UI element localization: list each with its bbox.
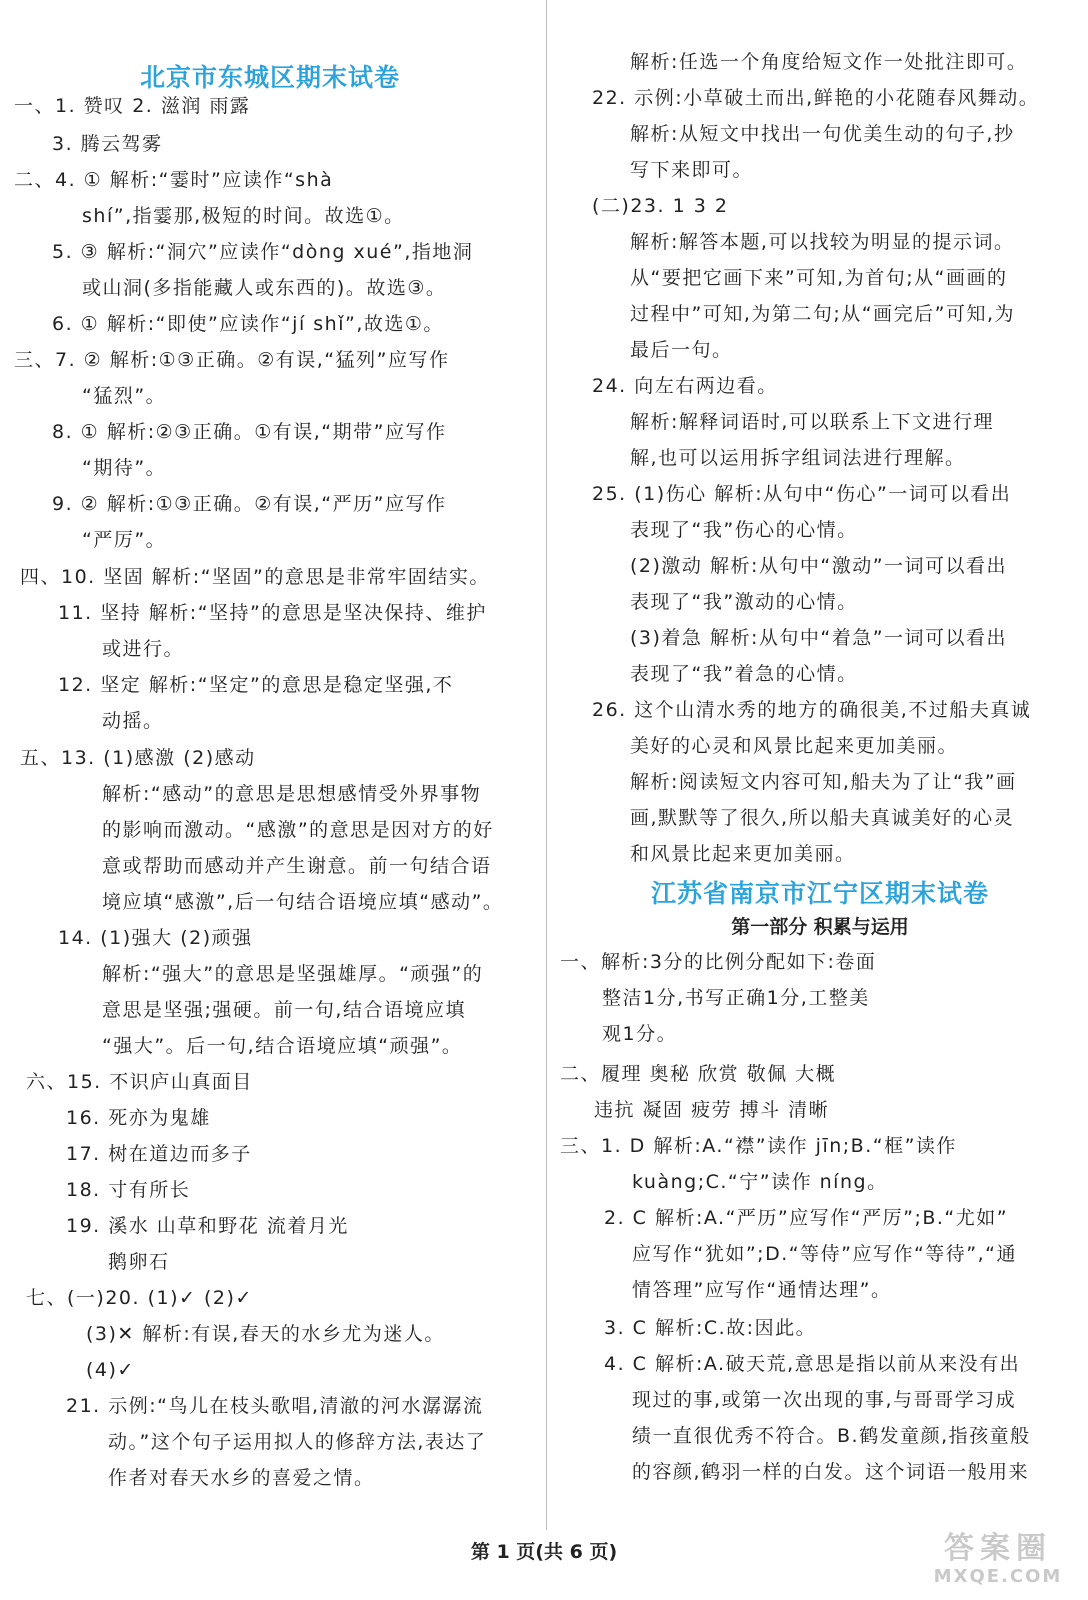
- watermark-top: 答案圈: [944, 1531, 1052, 1566]
- answer-line: 19. 溪水 山草和野花 流着月光: [66, 1215, 349, 1237]
- answer-line: 解析:解释词语时,可以联系上下文进行理: [630, 411, 994, 433]
- answer-line: 的容颜,鹤羽一样的白发。这个词语一般用来: [632, 1461, 1030, 1483]
- answer-line: 意思是坚强;强硬。前一句,结合语境应填: [102, 999, 466, 1021]
- answer-line: 12. 坚定 解析:“坚定”的意思是稳定坚强,不: [58, 674, 454, 696]
- answer-line: 现过的事,或第一次出现的事,与哥哥学习成: [632, 1389, 1017, 1411]
- answer-line: 作者对春天水乡的喜爱之情。: [108, 1467, 375, 1489]
- answer-line: 的影响而激动。“感激”的意思是因对方的好: [102, 819, 494, 841]
- answer-line: 最后一句。: [630, 339, 733, 361]
- answer-line: 解析:任选一个角度给短文作一处批注即可。: [630, 51, 1028, 73]
- answer-line: 动。”这个句子运用拟人的修辞方法,表达了: [108, 1431, 487, 1453]
- answer-line: 4. C 解析:A.破天荒,意思是指以前从来没有出: [604, 1353, 1021, 1375]
- answer-line: “期待”。: [82, 457, 167, 479]
- answer-line: 解析:阅读短文内容可知,船夫为了让“我”画: [630, 771, 1017, 793]
- answer-line: 8. ① 解析:②③正确。①有误,“期带”应写作: [52, 421, 447, 443]
- answer-line: 21. 示例:“鸟儿在枝头歌唱,清澈的河水潺潺流: [66, 1395, 484, 1417]
- answer-line: 画,默默等了很久,所以船夫真诚美好的心灵: [630, 807, 1015, 829]
- answer-line: kuàng;C.“宁”读作 níng。: [632, 1171, 888, 1193]
- answer-line: 观1分。: [602, 1023, 678, 1045]
- answer-line: “强大”。后一句,结合语境应填“顽强”。: [102, 1035, 463, 1057]
- answer-line: 写下来即可。: [630, 159, 754, 181]
- answer-line: (3)✕ 解析:有误,春天的水乡尤为迷人。: [86, 1323, 445, 1345]
- answer-line: 17. 树在道边而多子: [66, 1143, 252, 1165]
- answer-line: 25. (1)伤心 解析:从句中“伤心”一词可以看出: [592, 483, 1012, 505]
- answer-line: 三、7. ② 解析:①③正确。②有误,“猛列”应写作: [14, 349, 450, 371]
- answer-line: 解析:“感动”的意思是思想感情受外界事物: [102, 783, 482, 805]
- answer-line: 从“要把它画下来”可知,为首句;从“画画的: [630, 267, 1008, 289]
- exam-title-beijing: 北京市东城区期末试卷: [139, 63, 400, 92]
- answer-line: 11. 坚持 解析:“坚持”的意思是坚决保持、维护: [58, 602, 487, 624]
- answer-line: 过程中”可知,为第二句;从“画完后”可知,为: [630, 303, 1016, 325]
- answer-line: 3. 腾云驾雾: [52, 133, 163, 155]
- answer-line: (2)激动 解析:从句中“激动”一词可以看出: [630, 555, 1008, 577]
- answer-line: 26. 这个山清水秀的地方的确很美,不过船夫真诚: [592, 699, 1032, 721]
- answer-line: 表现了“我”伤心的心情。: [630, 519, 858, 541]
- answer-line: 解析:解答本题,可以找较为明显的提示词。: [630, 231, 1015, 253]
- answer-line: shí”,指霎那,极短的时间。故选①。: [82, 205, 405, 227]
- answer-line: 6. ① 解析:“即使”应读作“jí shǐ”,故选①。: [52, 313, 444, 335]
- answer-line: 违抗 凝固 疲劳 搏斗 清晰: [594, 1099, 830, 1121]
- answer-line: 绩一直很优秀不符合。B.鹤发童颜,指孩童般: [632, 1425, 1031, 1447]
- answer-line: 境应填“感激”,后一句结合语境应填“感动”。: [102, 891, 504, 913]
- answer-line: 解析:从短文中找出一句优美生动的句子,抄: [630, 123, 1015, 145]
- answer-line: 或进行。: [102, 638, 185, 660]
- exam-title-jiangsu: 江苏省南京市江宁区期末试卷: [650, 879, 989, 908]
- answer-line: 三、1. D 解析:A.“襟”读作 jīn;B.“框”读作: [560, 1135, 957, 1157]
- answer-line: “严厉”。: [82, 529, 167, 551]
- answer-line: 3. C 解析:C.故:因此。: [604, 1317, 817, 1339]
- answer-line: (3)着急 解析:从句中“着急”一词可以看出: [630, 627, 1008, 649]
- answer-line: 应写作“犹如”;D.“等侍”应写作“等待”,“通: [632, 1243, 1018, 1265]
- answer-line: 18. 寸有所长: [66, 1179, 191, 1201]
- answer-line: “猛烈”。: [82, 385, 167, 407]
- answer-line: 四、10. 坚固 解析:“坚固”的意思是非常牢固结实。: [20, 566, 490, 588]
- answer-line: 24. 向左右两边看。: [592, 375, 778, 397]
- watermark-bottom: MXQE.COM: [933, 1566, 1063, 1587]
- answer-line: 22. 示例:小草破土而出,鲜艳的小花随春风舞动。: [592, 87, 1040, 109]
- answer-line: 表现了“我”着急的心情。: [630, 663, 858, 685]
- page-footer: 第 1 页(共 6 页): [470, 1541, 618, 1563]
- answer-line: 解,也可以运用拆字组词法进行理解。: [630, 447, 966, 469]
- watermark-logo: [918, 1532, 1078, 1592]
- answer-line: 2. C 解析:A.“严历”应写作“严厉”;B.“尤如”: [604, 1207, 1009, 1229]
- answer-line: 二、4. ① 解析:“霎时”应读作“shà: [14, 169, 334, 191]
- answer-line: 16. 死亦为鬼雄: [66, 1107, 211, 1129]
- answer-line: 六、15. 不识庐山真面目: [26, 1071, 253, 1093]
- answer-line: 表现了“我”激动的心情。: [630, 591, 858, 613]
- section-subtitle: 第一部分 积累与运用: [731, 916, 909, 938]
- answer-line: (二)23. 1 3 2: [592, 195, 729, 217]
- answer-line: 七、(一)20. (1)✓ (2)✓: [26, 1287, 253, 1309]
- answer-line: 情答理”应写作“通情达理”。: [632, 1279, 892, 1301]
- column-divider: [546, 0, 547, 1530]
- answer-line: 和风景比起来更加美丽。: [630, 843, 856, 865]
- answer-line: 一、1. 赞叹 2. 滋润 雨露: [14, 95, 251, 117]
- answer-line: 鹅卵石: [108, 1251, 170, 1273]
- answer-line: 整洁1分,书写正确1分,工整美: [602, 987, 870, 1009]
- answer-line: 5. ③ 解析:“洞穴”应读作“dòng xué”,指地洞: [52, 241, 474, 263]
- answer-line: 五、13. (1)感激 (2)感动: [20, 747, 256, 769]
- answer-line: 二、履理 奥秘 欣赏 敬佩 大概: [560, 1063, 837, 1085]
- answer-line: 美好的心灵和风景比起来更加美丽。: [630, 735, 959, 757]
- answer-line: 解析:“强大”的意思是坚强雄厚。“顽强”的: [102, 963, 484, 985]
- answer-line: 动摇。: [102, 710, 164, 732]
- answer-line: 9. ② 解析:①③正确。②有误,“严历”应写作: [52, 493, 447, 515]
- answer-line: 一、解析:3分的比例分配如下:卷面: [560, 951, 877, 973]
- answer-line: 14. (1)强大 (2)顽强: [58, 927, 253, 949]
- answer-line: (4)✓: [86, 1359, 135, 1381]
- answer-line: 或山洞(多指能藏人或东西的)。故选③。: [82, 277, 447, 299]
- answer-line: 意或帮助而感动并产生谢意。前一句结合语: [102, 855, 492, 877]
